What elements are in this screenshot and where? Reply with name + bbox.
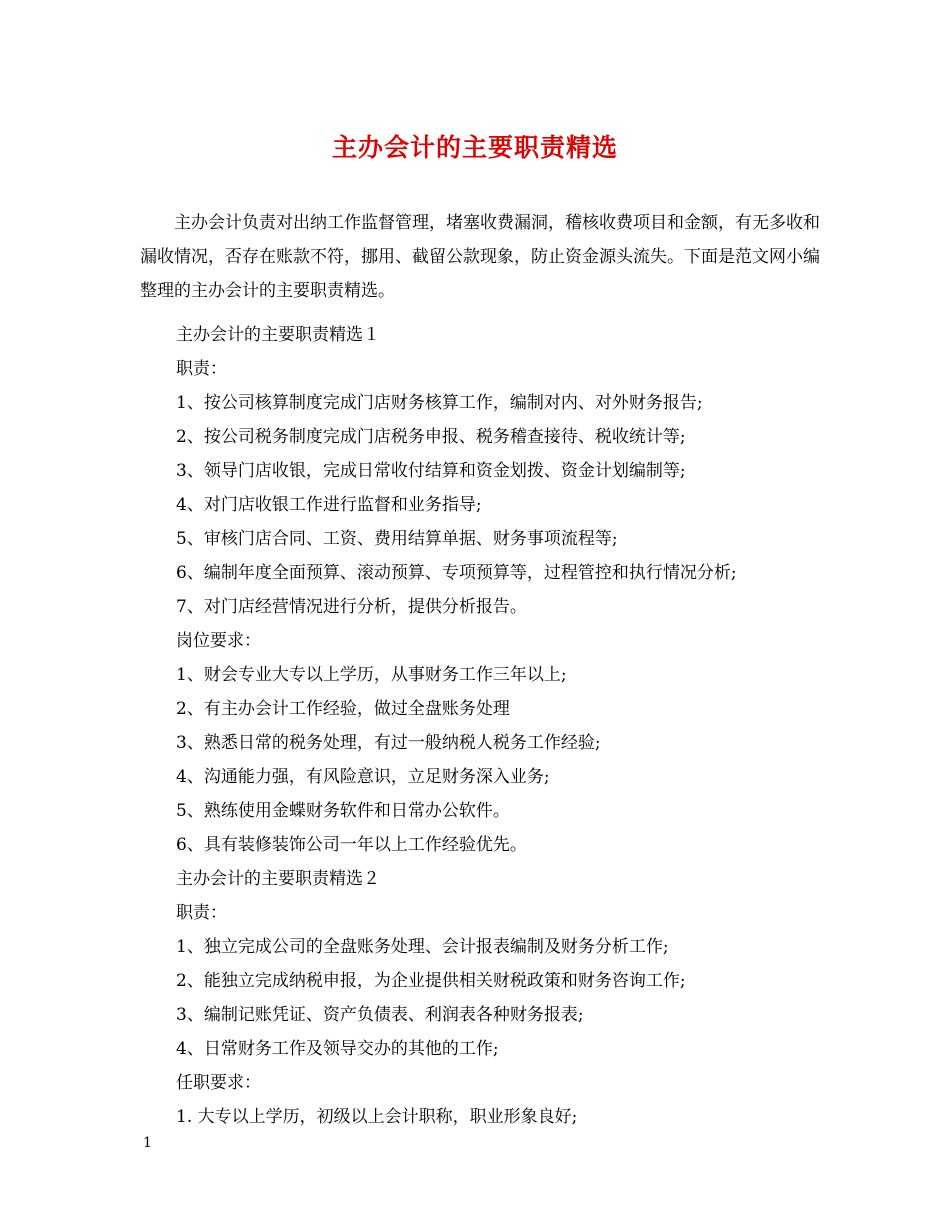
content-line: 4、日常财务工作及领导交办的其他的工作; (176, 1039, 499, 1059)
content-line: 5、熟练使用金蝶财务软件和日常办公软件。 (176, 801, 510, 821)
content-lines (176, 318, 826, 1134)
content-line: 任职要求： (176, 1073, 261, 1093)
content-line: 6、编制年度全面预算、滚动预算、专项预算等，过程管控和执行情况分析; (176, 563, 737, 583)
content-line: 4、对门店收银工作进行监督和业务指导; (176, 495, 482, 515)
content-line: 岗位要求： (176, 631, 261, 651)
content-line: 2、能独立完成纳税申报，为企业提供相关财税政策和财务咨询工作; (176, 971, 686, 991)
content-line: 1、财会专业大专以上学历，从事财务工作三年以上; (176, 665, 567, 685)
content-line: 1、按公司核算制度完成门店财务核算工作，编制对内、对外财务报告; (176, 393, 703, 413)
content-line: 7、对门店经营情况进行分析，提供分析报告。 (176, 597, 527, 617)
content-line: 3、熟悉日常的税务处理，有过一般纳税人税务工作经验; (176, 733, 601, 753)
content-line: 3、编制记账凭证、资产负债表、利润表各种财务报表; (176, 1005, 584, 1025)
content-line: 2、有主办会计工作经验，做过全盘账务处理 (176, 699, 510, 719)
content-line: 主办会计的主要职责精选１ (176, 325, 380, 345)
document-title: 主办会计的主要职责精选 (331, 133, 618, 162)
content-line: 1. 大专以上学历，初级以上会计职称，职业形象良好; (176, 1107, 578, 1127)
content-line: 职责： (176, 903, 227, 923)
content-line: 3、领导门店收银，完成日常收付结算和资金划拨、资金计划编制等; (176, 461, 686, 481)
content-line: 职责： (176, 359, 227, 379)
content-line: 2、按公司税务制度完成门店税务申报、税务稽查接待、税收统计等; (176, 427, 686, 447)
content-line: 6、具有装修装饰公司一年以上工作经验优先。 (176, 835, 527, 855)
content-line: 1、独立完成公司的全盘账务处理、会计报表编制及财务分析工作; (176, 937, 669, 957)
content-line: 4、沟通能力强，有风险意识，立足财务深入业务; (176, 767, 550, 787)
intro-paragraph: 主办会计负责对出纳工作监督管理，堵塞收费漏洞，稽核收费项目和金额，有无多收和漏收情况，否存在账款不符，挪用、截留公款现象，防止资金源头流失。下面是范文网小编整理的主办会计的主要职责精选。 (140, 213, 820, 301)
content-line: 5、审核门店合同、工资、费用结算单据、财务事项流程等; (176, 529, 618, 549)
page-number: 1 (143, 1135, 152, 1151)
content-line: 主办会计的主要职责精选２ (176, 869, 380, 889)
